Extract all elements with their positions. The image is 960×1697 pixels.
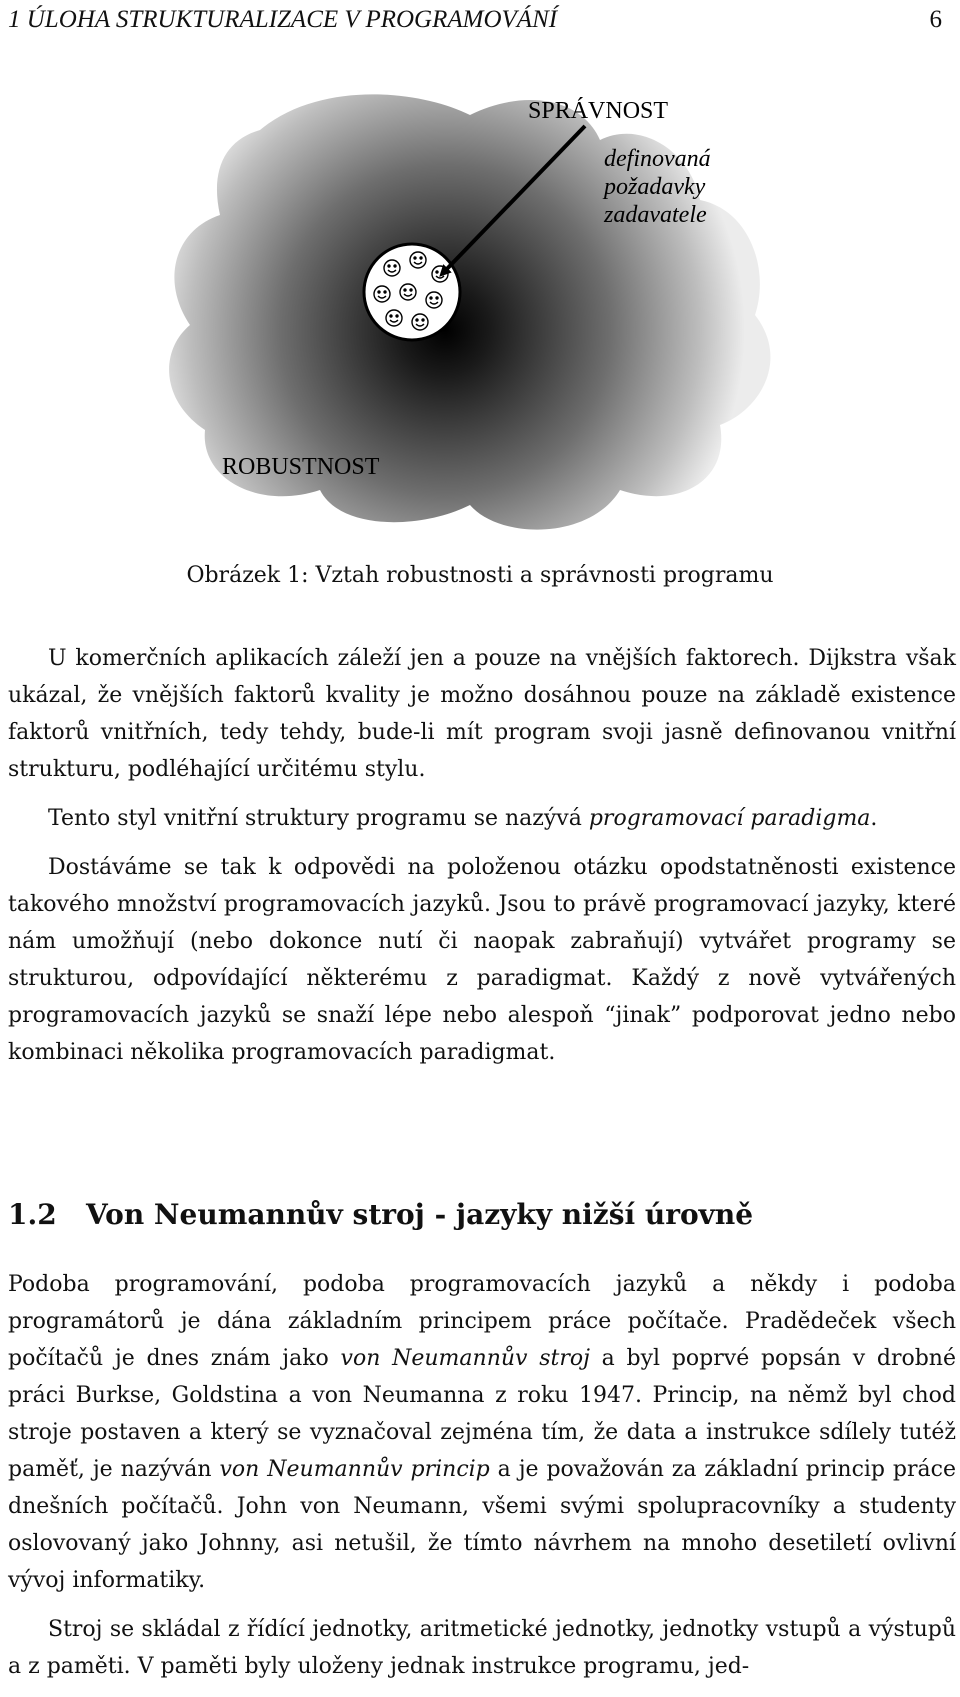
body-text xyxy=(8,640,956,1083)
paragraph-paradigm: Tento styl vnitřní struktury programu se nazývá programovací paradigma. xyxy=(48,806,878,831)
running-head xyxy=(8,0,942,40)
figure-caption: Obrázek 1: Vztah robustnosti a správnosti programu xyxy=(186,563,774,588)
label-correctness: SPRÁVNOST xyxy=(528,98,669,124)
note-line-1: definovaná xyxy=(604,146,711,172)
label-robustness: ROBUSTNOST xyxy=(222,454,380,480)
section-title: Von Neumannův stroj - jazyky nižší úrovně xyxy=(86,1198,754,1231)
paragraph-von-neumann: Podoba programování, podoba programovacích jazyků a někdy i podoba programátorů je dána základním principem práce počítače. Pradědeček všech počítačů je dnes znám jako von Neumannův stroj a byl poprvé popsán v drobné práci Burkse, Goldstina a von Neumanna z roku 1947. Princip, na němž byl chod stroje postaven a který se vyznačoval zejména tím, že data a instrukce sdílely tutéž paměť, je nazýván von Neumannův princip a je považován za základní princip práce dnešních počítačů. John von Neumann, všemi svými spolupracovníky a studenty oslovovaný jako Johnny, asi netušil, že tímto návrhem na mnoho desetiletí ovlivní vývoj informatiky. xyxy=(8,1272,956,1593)
note-line-3: zadavatele xyxy=(604,202,707,228)
section-heading xyxy=(8,1195,956,1235)
term-von-neumann-machine: von Neumannův stroj xyxy=(340,1346,590,1371)
paragraph-external-factors: U komerčních aplikacích záleží jen a pouze na vnějších faktorech. Dijkstra však ukázal, že vnějších faktorů kvality je možno dosáhnou pouze na základě existence faktorů vnitřních, tedy tehdy, bude-li mít program svoji jasně definovanou vnitřní strukturu, podléhající určitému stylu. xyxy=(8,646,956,782)
section-body xyxy=(8,1266,956,1697)
term-programming-paradigm: programovací paradigma xyxy=(588,806,871,831)
paragraph-languages: Dostáváme se tak k odpovědi na položenou otázku opodstatněnosti existence takového množství programovacích jazyků. Jsou to právě programovací jazyky, které nám umožňují (nebo dokonce nutí či naopak zabraňují) vytvářet programy se strukturou, odpovídající některému z paradigmat. Každý z nově vytvářených programovacích jazyků se snaží lépe nebo alespoň “jinak” podporovat jedno nebo kombinaci několika programovacích paradigmat. xyxy=(8,855,956,1065)
figure-robustness-correctness xyxy=(0,60,960,540)
section-number: 1.2 xyxy=(8,1198,57,1231)
note-line-2: požadavky xyxy=(604,174,706,200)
paragraph-machine-structure: Stroj se skládal z řídící jednotky, aritmetické jednotky, jednotky vstupů a výstupů a z paměti. V paměti byly uloženy jednak instrukce programu, jed- xyxy=(8,1617,956,1679)
page-number: 6 xyxy=(929,6,942,33)
term-von-neumann-principle: von Neumannův princip xyxy=(219,1457,490,1482)
chapter-title: 1 ÚLOHA STRUKTURALIZACE V PROGRAMOVÁNÍ xyxy=(8,6,558,33)
figure-svg xyxy=(0,60,960,540)
